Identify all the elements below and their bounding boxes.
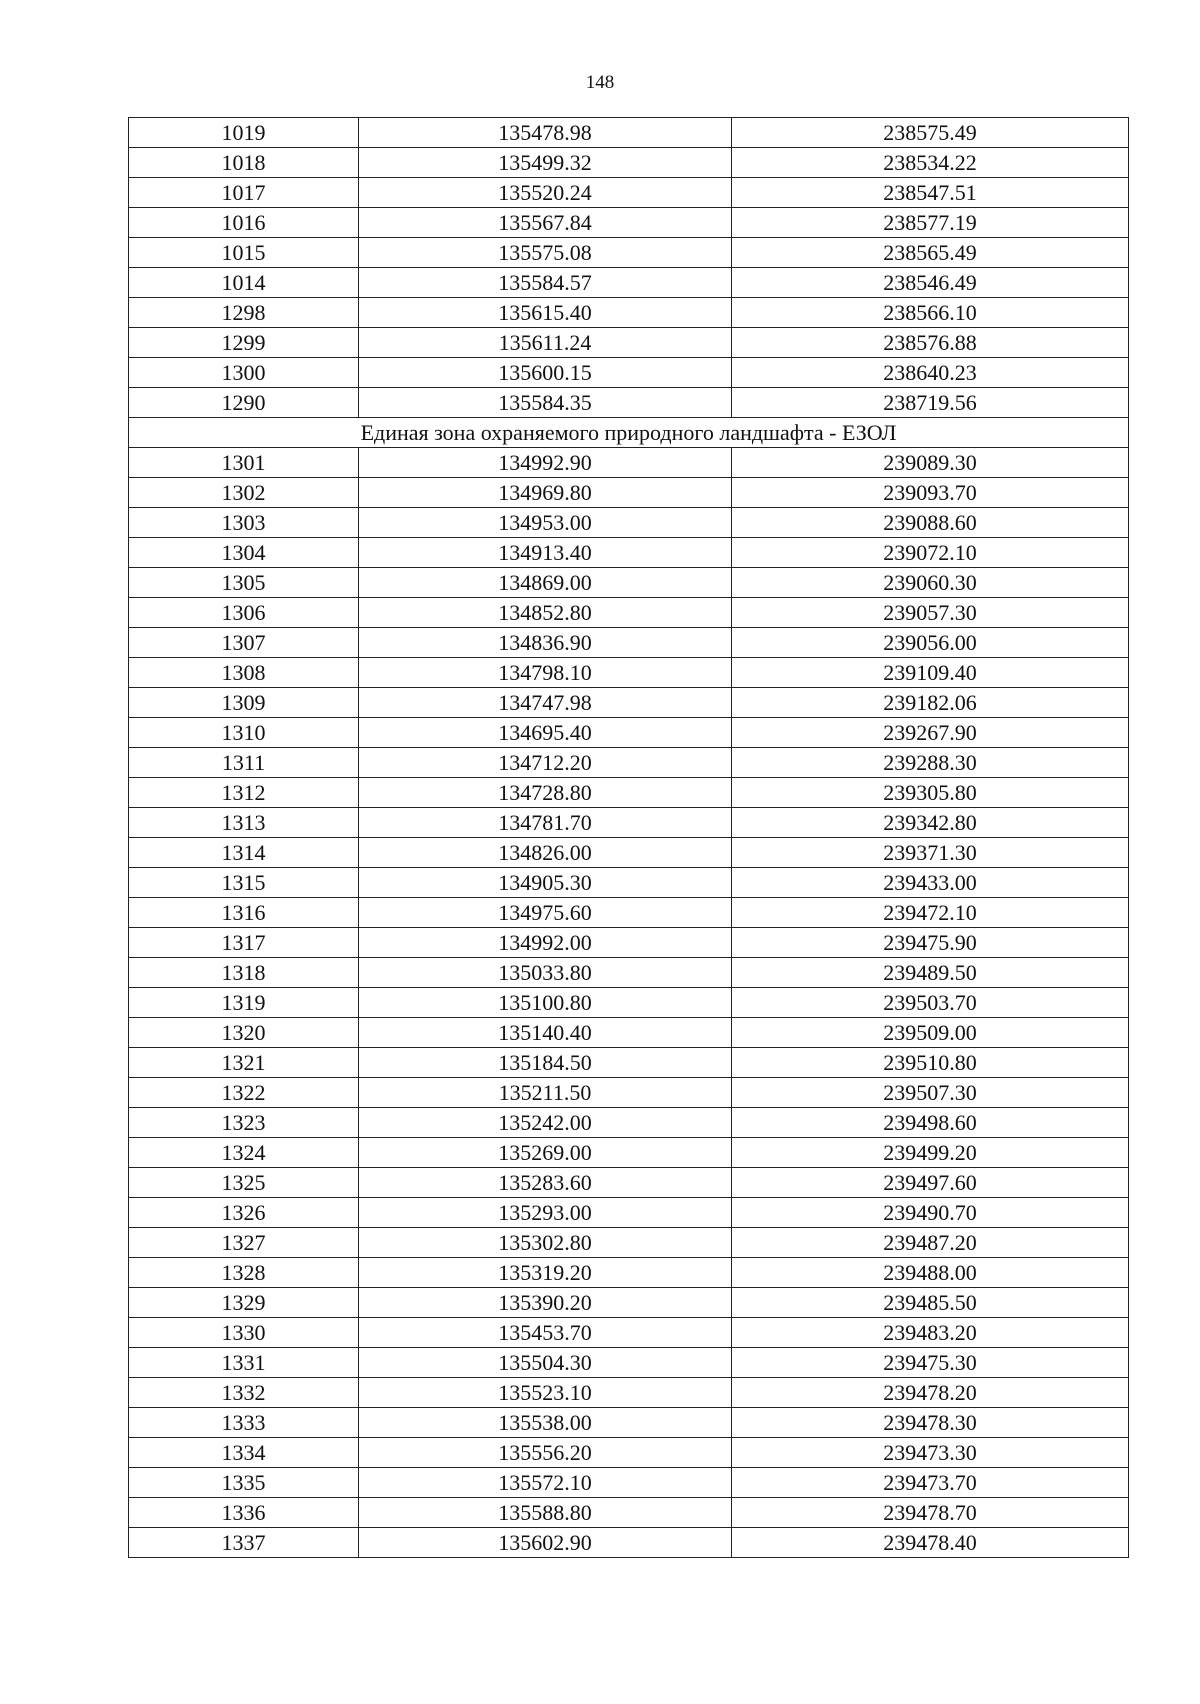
table-row	[129, 988, 1129, 1018]
table-row	[129, 1258, 1129, 1288]
point-number-cell: 1302	[129, 478, 359, 508]
y-coordinate-cell: 239478.30	[732, 1408, 1129, 1438]
point-number-cell: 1015	[129, 238, 359, 268]
point-number-cell: 1322	[129, 1078, 359, 1108]
y-coordinate-cell: 239489.50	[732, 958, 1129, 988]
x-coordinate-cell: 134826.00	[359, 838, 732, 868]
table-row	[129, 478, 1129, 508]
y-coordinate-cell: 239497.60	[732, 1168, 1129, 1198]
x-coordinate-cell: 135211.50	[359, 1078, 732, 1108]
y-coordinate-cell: 239475.90	[732, 928, 1129, 958]
table-row	[129, 658, 1129, 688]
x-coordinate-cell: 135602.90	[359, 1528, 732, 1558]
x-coordinate-cell: 134905.30	[359, 868, 732, 898]
table-row	[129, 748, 1129, 778]
x-coordinate-cell: 135242.00	[359, 1108, 732, 1138]
point-number-cell: 1307	[129, 628, 359, 658]
point-number-cell: 1320	[129, 1018, 359, 1048]
point-number-cell: 1329	[129, 1288, 359, 1318]
y-coordinate-cell: 239485.50	[732, 1288, 1129, 1318]
y-coordinate-cell: 239305.80	[732, 778, 1129, 808]
y-coordinate-cell: 239498.60	[732, 1108, 1129, 1138]
table-row	[129, 778, 1129, 808]
point-number-cell: 1298	[129, 298, 359, 328]
point-number-cell: 1316	[129, 898, 359, 928]
table-row	[129, 118, 1129, 148]
point-number-cell: 1334	[129, 1438, 359, 1468]
y-coordinate-cell: 239510.80	[732, 1048, 1129, 1078]
point-number-cell: 1300	[129, 358, 359, 388]
point-number-cell: 1314	[129, 838, 359, 868]
point-number-cell: 1321	[129, 1048, 359, 1078]
table-row	[129, 1348, 1129, 1378]
section-heading: Единая зона охраняемого природного ландшафта - ЕЗОЛ	[129, 418, 1129, 448]
y-coordinate-cell: 239472.10	[732, 898, 1129, 928]
point-number-cell: 1312	[129, 778, 359, 808]
y-coordinate-cell: 239433.00	[732, 868, 1129, 898]
x-coordinate-cell: 135499.32	[359, 148, 732, 178]
section-heading-row	[129, 418, 1129, 448]
x-coordinate-cell: 135390.20	[359, 1288, 732, 1318]
y-coordinate-cell: 239478.20	[732, 1378, 1129, 1408]
y-coordinate-cell: 239490.70	[732, 1198, 1129, 1228]
x-coordinate-cell: 135556.20	[359, 1438, 732, 1468]
y-coordinate-cell: 239478.70	[732, 1498, 1129, 1528]
x-coordinate-cell: 135033.80	[359, 958, 732, 988]
y-coordinate-cell: 239507.30	[732, 1078, 1129, 1108]
x-coordinate-cell: 135453.70	[359, 1318, 732, 1348]
table-row	[129, 1198, 1129, 1228]
x-coordinate-cell: 135572.10	[359, 1468, 732, 1498]
table-row	[129, 1108, 1129, 1138]
y-coordinate-cell: 238576.88	[732, 328, 1129, 358]
point-number-cell: 1324	[129, 1138, 359, 1168]
point-number-cell: 1309	[129, 688, 359, 718]
x-coordinate-cell: 134747.98	[359, 688, 732, 718]
x-coordinate-cell: 135283.60	[359, 1168, 732, 1198]
x-coordinate-cell: 135615.40	[359, 298, 732, 328]
point-number-cell: 1014	[129, 268, 359, 298]
x-coordinate-cell: 134913.40	[359, 538, 732, 568]
table-row	[129, 298, 1129, 328]
point-number-cell: 1315	[129, 868, 359, 898]
point-number-cell: 1319	[129, 988, 359, 1018]
y-coordinate-cell: 239483.20	[732, 1318, 1129, 1348]
table-row	[129, 1408, 1129, 1438]
x-coordinate-cell: 135588.80	[359, 1498, 732, 1528]
y-coordinate-cell: 239056.00	[732, 628, 1129, 658]
y-coordinate-cell: 238546.49	[732, 268, 1129, 298]
y-coordinate-cell: 238547.51	[732, 178, 1129, 208]
point-number-cell: 1017	[129, 178, 359, 208]
x-coordinate-cell: 134975.60	[359, 898, 732, 928]
y-coordinate-cell: 239503.70	[732, 988, 1129, 1018]
x-coordinate-cell: 135293.00	[359, 1198, 732, 1228]
page-number: 148	[585, 72, 615, 93]
y-coordinate-cell: 238577.19	[732, 208, 1129, 238]
x-coordinate-cell: 135478.98	[359, 118, 732, 148]
table-row	[129, 598, 1129, 628]
x-coordinate-cell: 134992.00	[359, 928, 732, 958]
x-coordinate-cell: 134869.00	[359, 568, 732, 598]
table-row	[129, 178, 1129, 208]
point-number-cell: 1323	[129, 1108, 359, 1138]
y-coordinate-cell: 239473.70	[732, 1468, 1129, 1498]
x-coordinate-cell: 134953.00	[359, 508, 732, 538]
x-coordinate-cell: 135100.80	[359, 988, 732, 1018]
y-coordinate-cell: 239182.06	[732, 688, 1129, 718]
x-coordinate-cell: 134852.80	[359, 598, 732, 628]
y-coordinate-cell: 239267.90	[732, 718, 1129, 748]
table-row	[129, 538, 1129, 568]
table-row	[129, 238, 1129, 268]
table-row	[129, 1078, 1129, 1108]
coordinates-table	[128, 117, 1129, 1558]
table-row	[129, 328, 1129, 358]
x-coordinate-cell: 135520.24	[359, 178, 732, 208]
point-number-cell: 1330	[129, 1318, 359, 1348]
table-row	[129, 508, 1129, 538]
y-coordinate-cell: 238534.22	[732, 148, 1129, 178]
y-coordinate-cell: 239060.30	[732, 568, 1129, 598]
point-number-cell: 1337	[129, 1528, 359, 1558]
point-number-cell: 1306	[129, 598, 359, 628]
point-number-cell: 1019	[129, 118, 359, 148]
section-heading-group	[129, 418, 1129, 448]
y-coordinate-cell: 239093.70	[732, 478, 1129, 508]
y-coordinate-cell: 239342.80	[732, 808, 1129, 838]
x-coordinate-cell: 135140.40	[359, 1018, 732, 1048]
y-coordinate-cell: 238565.49	[732, 238, 1129, 268]
table-row	[129, 568, 1129, 598]
y-coordinate-cell: 239473.30	[732, 1438, 1129, 1468]
y-coordinate-cell: 239288.30	[732, 748, 1129, 778]
table-row	[129, 388, 1129, 418]
y-coordinate-cell: 238575.49	[732, 118, 1129, 148]
x-coordinate-cell: 135184.50	[359, 1048, 732, 1078]
point-number-cell: 1332	[129, 1378, 359, 1408]
rows-before-section	[129, 118, 1129, 418]
table-row	[129, 358, 1129, 388]
point-number-cell: 1299	[129, 328, 359, 358]
table-row	[129, 718, 1129, 748]
y-coordinate-cell: 239089.30	[732, 448, 1129, 478]
point-number-cell: 1304	[129, 538, 359, 568]
point-number-cell: 1290	[129, 388, 359, 418]
y-coordinate-cell: 239088.60	[732, 508, 1129, 538]
point-number-cell: 1018	[129, 148, 359, 178]
table-row	[129, 1168, 1129, 1198]
table-row	[129, 1378, 1129, 1408]
x-coordinate-cell: 135269.00	[359, 1138, 732, 1168]
point-number-cell: 1310	[129, 718, 359, 748]
x-coordinate-cell: 135567.84	[359, 208, 732, 238]
x-coordinate-cell: 134712.20	[359, 748, 732, 778]
x-coordinate-cell: 135600.15	[359, 358, 732, 388]
point-number-cell: 1335	[129, 1468, 359, 1498]
point-number-cell: 1326	[129, 1198, 359, 1228]
table-row	[129, 868, 1129, 898]
table-row	[129, 1528, 1129, 1558]
x-coordinate-cell: 135319.20	[359, 1258, 732, 1288]
point-number-cell: 1333	[129, 1408, 359, 1438]
table-row	[129, 1498, 1129, 1528]
y-coordinate-cell: 239478.40	[732, 1528, 1129, 1558]
x-coordinate-cell: 135575.08	[359, 238, 732, 268]
y-coordinate-cell: 239371.30	[732, 838, 1129, 868]
table-row	[129, 1438, 1129, 1468]
table-row	[129, 1318, 1129, 1348]
x-coordinate-cell: 134728.80	[359, 778, 732, 808]
point-number-cell: 1318	[129, 958, 359, 988]
point-number-cell: 1317	[129, 928, 359, 958]
x-coordinate-cell: 135584.57	[359, 268, 732, 298]
y-coordinate-cell: 239057.30	[732, 598, 1129, 628]
table-row	[129, 898, 1129, 928]
y-coordinate-cell: 239487.20	[732, 1228, 1129, 1258]
table-row	[129, 928, 1129, 958]
y-coordinate-cell: 239488.00	[732, 1258, 1129, 1288]
table-row	[129, 448, 1129, 478]
table-row	[129, 1018, 1129, 1048]
point-number-cell: 1336	[129, 1498, 359, 1528]
table-row	[129, 1048, 1129, 1078]
y-coordinate-cell: 239109.40	[732, 658, 1129, 688]
table-row	[129, 808, 1129, 838]
x-coordinate-cell: 134798.10	[359, 658, 732, 688]
table-row	[129, 208, 1129, 238]
table-row	[129, 1138, 1129, 1168]
point-number-cell: 1305	[129, 568, 359, 598]
table-row	[129, 268, 1129, 298]
x-coordinate-cell: 134695.40	[359, 718, 732, 748]
table-row	[129, 1228, 1129, 1258]
y-coordinate-cell: 239072.10	[732, 538, 1129, 568]
point-number-cell: 1303	[129, 508, 359, 538]
point-number-cell: 1311	[129, 748, 359, 778]
x-coordinate-cell: 135584.35	[359, 388, 732, 418]
point-number-cell: 1328	[129, 1258, 359, 1288]
table-row	[129, 958, 1129, 988]
point-number-cell: 1313	[129, 808, 359, 838]
x-coordinate-cell: 135538.00	[359, 1408, 732, 1438]
x-coordinate-cell: 135302.80	[359, 1228, 732, 1258]
table-row	[129, 1468, 1129, 1498]
table-row	[129, 688, 1129, 718]
point-number-cell: 1331	[129, 1348, 359, 1378]
table-row	[129, 1288, 1129, 1318]
table-row	[129, 838, 1129, 868]
table-row	[129, 148, 1129, 178]
x-coordinate-cell: 135611.24	[359, 328, 732, 358]
point-number-cell: 1327	[129, 1228, 359, 1258]
x-coordinate-cell: 135523.10	[359, 1378, 732, 1408]
y-coordinate-cell: 239499.20	[732, 1138, 1129, 1168]
y-coordinate-cell: 238566.10	[732, 298, 1129, 328]
x-coordinate-cell: 134969.80	[359, 478, 732, 508]
point-number-cell: 1308	[129, 658, 359, 688]
point-number-cell: 1301	[129, 448, 359, 478]
y-coordinate-cell: 238640.23	[732, 358, 1129, 388]
point-number-cell: 1325	[129, 1168, 359, 1198]
x-coordinate-cell: 134992.90	[359, 448, 732, 478]
point-number-cell: 1016	[129, 208, 359, 238]
table-row	[129, 628, 1129, 658]
y-coordinate-cell: 239509.00	[732, 1018, 1129, 1048]
x-coordinate-cell: 134836.90	[359, 628, 732, 658]
y-coordinate-cell: 238719.56	[732, 388, 1129, 418]
y-coordinate-cell: 239475.30	[732, 1348, 1129, 1378]
x-coordinate-cell: 135504.30	[359, 1348, 732, 1378]
rows-after-section	[129, 448, 1129, 1558]
x-coordinate-cell: 134781.70	[359, 808, 732, 838]
